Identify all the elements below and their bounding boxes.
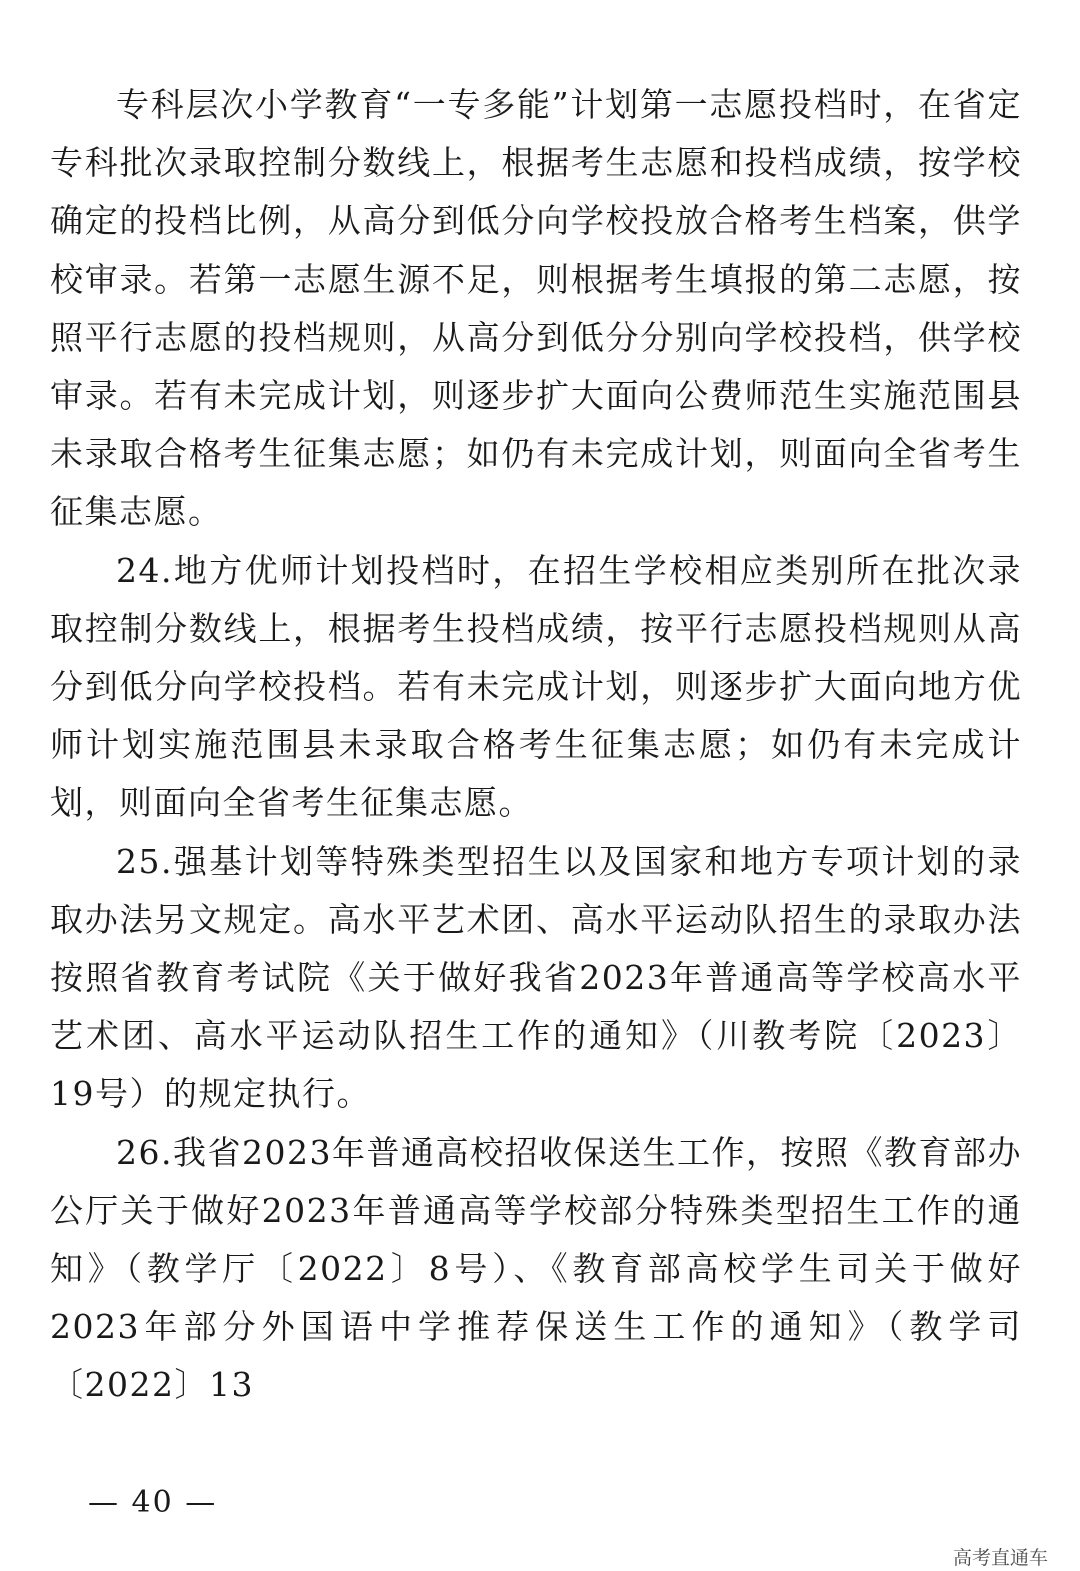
watermark: 高考直通车 bbox=[952, 1547, 1048, 1569]
paragraph-primary-education-plan: 专科层次小学教育“一专多能”计划第一志愿投档时，在省定专科批次录取控制分数线上，根据考生志愿和投档成绩，按学校确定的投档比例，从高分到低分向学校投放合格考生档案，供学校审录。若第一志愿生源不足，则根据考生填报的第二志愿，按照平行志愿的投档规则，从高分到低分分别向学校投档，供学校审录。若有未完成计划，则逐步扩大面向公费师范生实施范围县未录取合格考生征集志愿；如仍有未完成计划，则面向全省考生征集志愿。 bbox=[50, 85, 1022, 532]
paragraph-26-recommended-students: 26.我省2023年普通高校招收保送生工作，按照《教育部办公厅关于做好2023年普通高等学校部分特殊类型招生工作的通知》（教学厅〔2022〕8号）、《教育部高校学生司关于做好2023年部分外国语中学推荐保送生工作的通知》（教学司〔2022〕13 bbox=[50, 1132, 1022, 1405]
paragraph-24-local-teacher-plan: 24.地方优师计划投档时，在招生学校相应类别所在批次录取控制分数线上，根据考生投档成绩，按平行志愿投档规则从高分到低分向学校投档。若有未完成计划，则逐步扩大面向地方优师计划实施范围县未录取合格考生征集志愿；如仍有未完成计划，则面向全省考生征集志愿。 bbox=[50, 550, 1022, 823]
page-number: — 40 — bbox=[88, 1485, 218, 1520]
paragraph-25-special-admissions: 25.强基计划等特殊类型招生以及国家和地方专项计划的录取办法另文规定。高水平艺术团、高水平运动队招生的录取办法按照省教育考试院《关于做好我省2023年普通高等学校高水平艺术团、高水平运动队招生工作的通知》（川教考院〔2023〕19号）的规定执行。 bbox=[50, 841, 1022, 1114]
body-text bbox=[50, 76, 1022, 1415]
